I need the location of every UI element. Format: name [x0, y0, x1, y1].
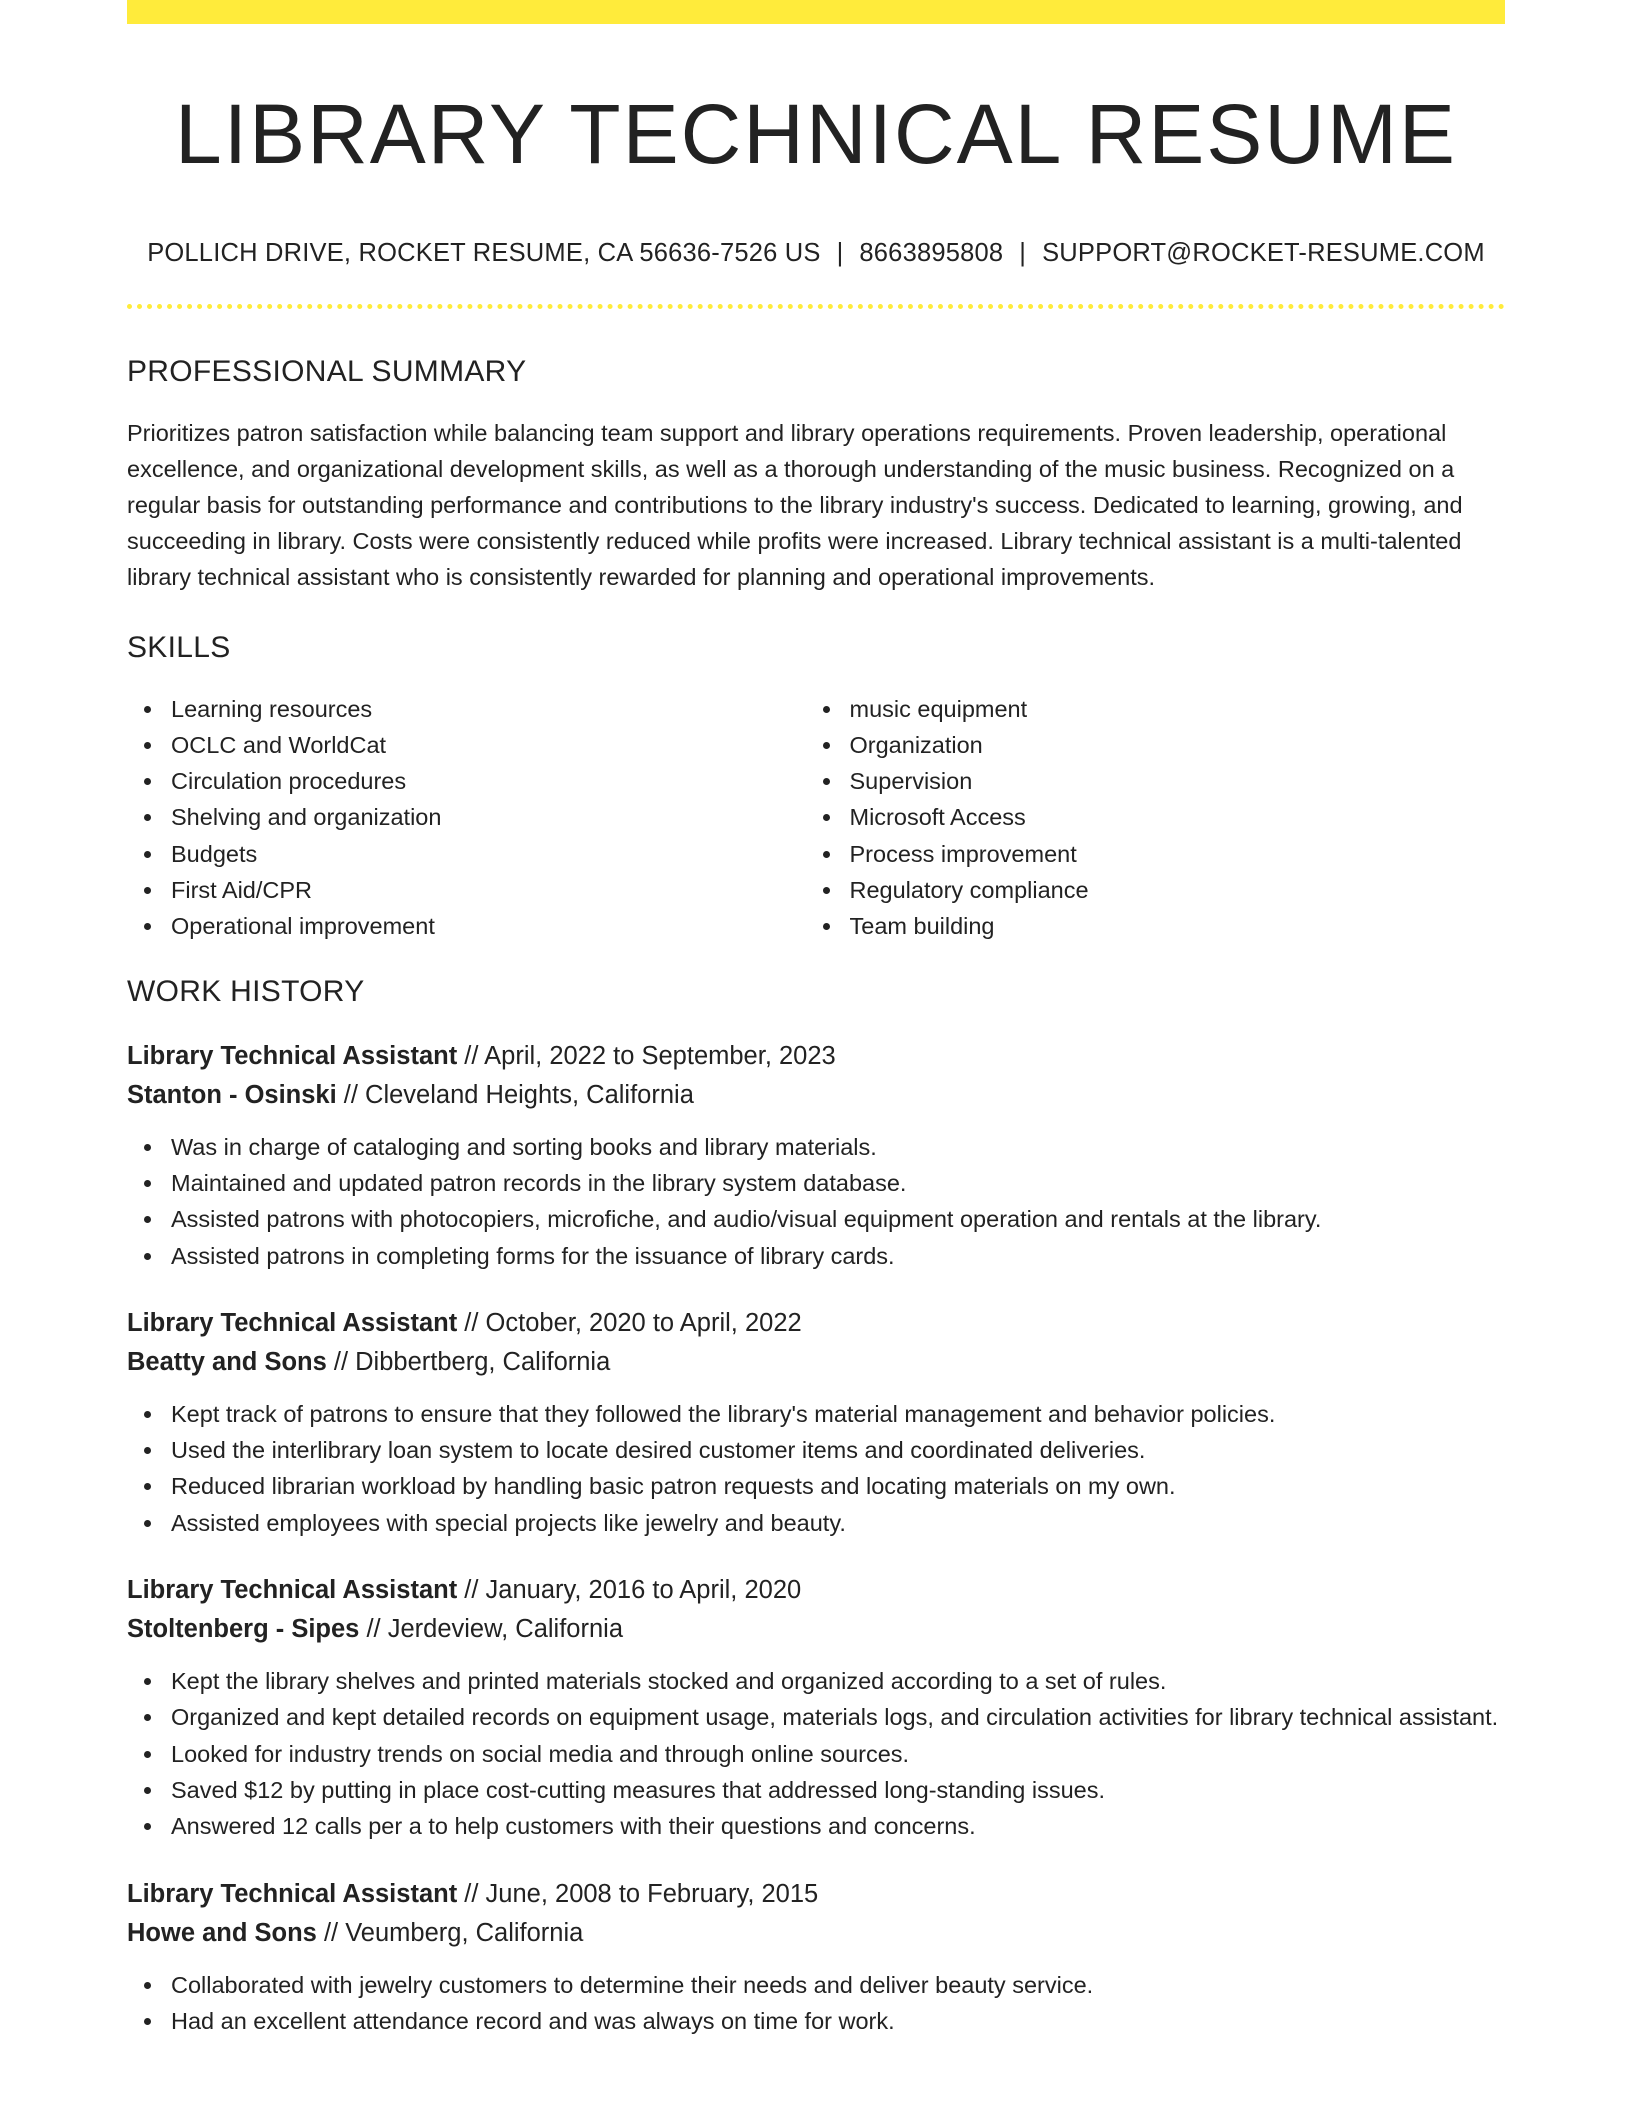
accent-top-bar — [127, 0, 1505, 24]
job-divider: // — [326, 1347, 356, 1376]
job-bullet: Kept the library shelves and printed materials stocked and organized according to a set of rules. — [171, 1663, 1505, 1699]
skill-item: Team building — [850, 908, 1506, 944]
job-bullet: Assisted patrons with photocopiers, microfiche, and audio/visual equipment operation and rentals at the library. — [171, 1201, 1505, 1237]
resume-title: LIBRARY TECHNICAL RESUME — [175, 87, 1457, 181]
contact-phone: 8663895808 — [859, 238, 1004, 267]
job-dates: January, 2016 to April, 2020 — [485, 1576, 802, 1605]
summary-text: Prioritizes patron satisfaction while balancing team support and library operations requirements. Proven leadership, operational excellence, and organizational development skills, as well as a thorough understanding of the music business. Recognized on a regular basis for outstanding performance and contributions to the library industry's success. Dedicated to learning, growing, and succeeding in library. Costs were consistently reduced while profits were increased. Library technical assistant is a multi-talented library technical assistant who is consistently rewarded for planning and operational improvements. — [127, 419, 1463, 590]
skill-item: Budgets — [171, 836, 827, 872]
job-title-line — [127, 1037, 1505, 1076]
dotted-divider — [127, 304, 1505, 309]
job-role: Library Technical Assistant — [127, 1041, 458, 1070]
job-divider: // — [457, 1879, 486, 1908]
summary-heading: PROFESSIONAL SUMMARY — [127, 354, 527, 388]
job-bullet: Saved $12 by putting in place cost-cutting measures that addressed long-standing issues. — [171, 1772, 1505, 1808]
skill-item: Supervision — [850, 763, 1506, 799]
job-bullet: Reduced librarian workload by handling basic patron requests and locating materials on my own. — [171, 1468, 1505, 1504]
job-bullets — [127, 1396, 1505, 1541]
skill-item: Microsoft Access — [850, 799, 1506, 835]
contact-email: SUPPORT@ROCKET-RESUME.COM — [1042, 238, 1485, 267]
job-divider: // — [457, 1576, 486, 1605]
skill-item: Operational improvement — [171, 908, 827, 944]
skills-list — [127, 691, 1505, 945]
job-dates: June, 2008 to February, 2015 — [485, 1879, 819, 1908]
job-bullet: Was in charge of cataloging and sorting books and library materials. — [171, 1129, 1505, 1165]
job-bullet: Used the interlibrary loan system to locate desired customer items and coordinated deliveries. — [171, 1432, 1505, 1468]
job-role: Library Technical Assistant — [127, 1879, 458, 1908]
skill-item: Process improvement — [850, 836, 1506, 872]
job-entry — [127, 1037, 1505, 1274]
job-company: Howe and Sons — [127, 1918, 317, 1947]
job-title-line — [127, 1571, 1505, 1610]
job-divider: // — [316, 1918, 346, 1947]
job-company-line — [127, 1076, 1505, 1115]
contact-line — [127, 239, 1505, 268]
job-location: Jerdeview, California — [387, 1615, 623, 1644]
job-location: Veumberg, California — [345, 1918, 584, 1947]
contact-address: POLLICH DRIVE, ROCKET RESUME, CA 56636-7526 US — [147, 238, 821, 267]
job-company: Stanton - Osinski — [127, 1080, 337, 1109]
job-location: Cleveland Heights, California — [365, 1080, 694, 1109]
job-dates: October, 2020 to April, 2022 — [485, 1308, 802, 1337]
job-entry — [127, 1875, 1505, 2040]
skill-item: First Aid/CPR — [171, 872, 827, 908]
skill-item: OCLC and WorldCat — [171, 727, 827, 763]
job-bullet: Assisted employees with special projects like jewelry and beauty. — [171, 1505, 1505, 1541]
job-entry — [127, 1304, 1505, 1541]
job-bullet: Answered 12 calls per a to help customers with their questions and concerns. — [171, 1808, 1505, 1844]
job-bullet: Looked for industry trends on social media and through online sources. — [171, 1736, 1505, 1772]
job-bullet: Assisted patrons in completing forms for the issuance of library cards. — [171, 1238, 1505, 1274]
skills-column-right — [827, 691, 1506, 945]
job-title-line — [127, 1304, 1505, 1343]
skills-heading: SKILLS — [127, 630, 231, 664]
contact-separator: | — [836, 238, 844, 267]
resume-page — [127, 0, 1505, 2039]
job-title-line — [127, 1875, 1505, 1914]
skill-item: music equipment — [850, 691, 1506, 727]
contact-separator: | — [1019, 238, 1027, 267]
job-divider: // — [457, 1041, 485, 1070]
job-bullets — [127, 1663, 1505, 1844]
work-history-heading: WORK HISTORY — [127, 974, 365, 1008]
work-history-list — [127, 1037, 1505, 2039]
job-company-line — [127, 1343, 1505, 1382]
job-bullet: Kept track of patrons to ensure that they followed the library's material management and behavior policies. — [171, 1396, 1505, 1432]
skill-item: Learning resources — [171, 691, 827, 727]
job-bullet: Maintained and updated patron records in the library system database. — [171, 1165, 1505, 1201]
job-location: Dibbertberg, California — [355, 1347, 611, 1376]
skill-item: Regulatory compliance — [850, 872, 1506, 908]
job-company: Stoltenberg - Sipes — [127, 1615, 360, 1644]
job-divider: // — [336, 1080, 366, 1109]
skill-item: Circulation procedures — [171, 763, 827, 799]
skill-item: Shelving and organization — [171, 799, 827, 835]
job-dates: April, 2022 to September, 2023 — [484, 1041, 836, 1070]
job-company-line — [127, 1610, 1505, 1649]
skill-item: Organization — [850, 727, 1506, 763]
job-divider: // — [359, 1615, 388, 1644]
job-divider: // — [457, 1308, 486, 1337]
job-role: Library Technical Assistant — [127, 1576, 458, 1605]
job-bullets — [127, 1967, 1505, 2040]
job-bullet: Collaborated with jewelry customers to determine their needs and deliver beauty service. — [171, 1967, 1505, 2003]
job-bullet: Had an excellent attendance record and was always on time for work. — [171, 2003, 1505, 2039]
skills-column-left — [127, 691, 827, 945]
job-company: Beatty and Sons — [127, 1347, 327, 1376]
job-entry — [127, 1571, 1505, 1844]
job-bullet: Organized and kept detailed records on equipment usage, materials logs, and circulation activities for library technical assistant. — [171, 1699, 1505, 1735]
job-bullets — [127, 1129, 1505, 1274]
job-role: Library Technical Assistant — [127, 1308, 458, 1337]
job-company-line — [127, 1914, 1505, 1953]
